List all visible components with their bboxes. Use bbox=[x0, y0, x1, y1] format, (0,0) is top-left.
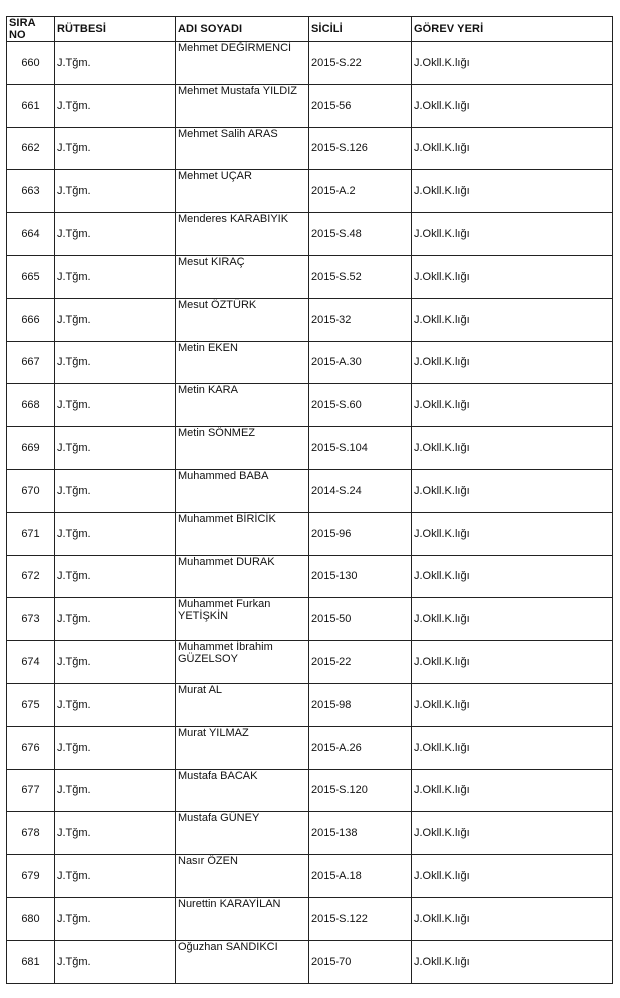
sicil-cell: 2015-A.30 bbox=[309, 341, 412, 384]
table-row bbox=[7, 341, 613, 384]
sicil-cell: 2015-32 bbox=[309, 298, 412, 341]
table-row bbox=[7, 255, 613, 298]
adi-soyadi-cell bbox=[176, 726, 309, 769]
sira-no-cell: 676 bbox=[7, 726, 55, 769]
rutbe-cell: J.Tğm. bbox=[55, 42, 176, 85]
name-line: Murat YILMAZ bbox=[178, 726, 249, 739]
name-line: Mustafa BACAK bbox=[178, 769, 258, 782]
gorev-yeri-cell: J.Okll.K.lığı bbox=[412, 940, 613, 983]
rutbe-cell: J.Tğm. bbox=[55, 84, 176, 127]
sicil-cell: 2015-50 bbox=[309, 598, 412, 641]
adi-soyadi-cell bbox=[176, 127, 309, 170]
adi-soyadi-cell bbox=[176, 769, 309, 812]
sicil-cell: 2015-96 bbox=[309, 512, 412, 555]
sira-no-cell: 663 bbox=[7, 170, 55, 213]
table-row bbox=[7, 42, 613, 85]
name-line: Metin KARA bbox=[178, 384, 238, 397]
gorev-yeri-cell: J.Okll.K.lığı bbox=[412, 213, 613, 256]
adi-soyadi-cell bbox=[176, 940, 309, 983]
rutbe-cell: J.Tğm. bbox=[55, 940, 176, 983]
name-line: Nurettin KARAYİLAN bbox=[178, 897, 281, 910]
gorev-yeri-cell: J.Okll.K.lığı bbox=[412, 598, 613, 641]
rutbe-cell: J.Tğm. bbox=[55, 555, 176, 598]
table-row bbox=[7, 683, 613, 726]
name-line: Menderes KARABIYIK bbox=[178, 213, 289, 226]
table-body bbox=[7, 42, 613, 984]
gorev-yeri-cell: J.Okll.K.lığı bbox=[412, 427, 613, 470]
table-header-row bbox=[7, 17, 613, 42]
table-row bbox=[7, 855, 613, 898]
gorev-yeri-cell: J.Okll.K.lığı bbox=[412, 555, 613, 598]
sira-no-cell: 670 bbox=[7, 469, 55, 512]
name-line: Muhammet DURAK bbox=[178, 555, 275, 568]
header-adi-soyadi: ADI SOYADI bbox=[176, 17, 309, 42]
table-row bbox=[7, 84, 613, 127]
rutbe-cell: J.Tğm. bbox=[55, 512, 176, 555]
adi-soyadi-cell bbox=[176, 384, 309, 427]
name-line: Metin EKEN bbox=[178, 341, 238, 354]
table-row bbox=[7, 384, 613, 427]
header-rutbesi: RÜTBESİ bbox=[55, 17, 176, 42]
gorev-yeri-cell: J.Okll.K.lığı bbox=[412, 512, 613, 555]
rutbe-cell: J.Tğm. bbox=[55, 897, 176, 940]
gorev-yeri-cell: J.Okll.K.lığı bbox=[412, 170, 613, 213]
gorev-yeri-cell: J.Okll.K.lığı bbox=[412, 127, 613, 170]
sicil-cell: 2015-A.2 bbox=[309, 170, 412, 213]
sira-no-cell: 671 bbox=[7, 512, 55, 555]
sicil-cell: 2015-138 bbox=[309, 812, 412, 855]
rutbe-cell: J.Tğm. bbox=[55, 213, 176, 256]
adi-soyadi-cell bbox=[176, 598, 309, 641]
adi-soyadi-cell bbox=[176, 469, 309, 512]
rutbe-cell: J.Tğm. bbox=[55, 384, 176, 427]
sira-no-cell: 672 bbox=[7, 555, 55, 598]
gorev-yeri-cell: J.Okll.K.lığı bbox=[412, 897, 613, 940]
gorev-yeri-cell: J.Okll.K.lığı bbox=[412, 384, 613, 427]
name-line: Mesut KIRAÇ bbox=[178, 255, 245, 268]
rutbe-cell: J.Tğm. bbox=[55, 598, 176, 641]
name-line: Mehmet Salih ARAS bbox=[178, 127, 278, 140]
sicil-cell: 2015-130 bbox=[309, 555, 412, 598]
gorev-yeri-cell: J.Okll.K.lığı bbox=[412, 84, 613, 127]
sira-no-cell: 664 bbox=[7, 213, 55, 256]
name-line: Mesut ÖZTÜRK bbox=[178, 298, 257, 311]
gorev-yeri-cell: J.Okll.K.lığı bbox=[412, 42, 613, 85]
sicil-cell: 2015-S.48 bbox=[309, 213, 412, 256]
adi-soyadi-cell bbox=[176, 170, 309, 213]
table-row bbox=[7, 940, 613, 983]
rutbe-cell: J.Tğm. bbox=[55, 170, 176, 213]
table-row bbox=[7, 598, 613, 641]
sira-no-cell: 675 bbox=[7, 683, 55, 726]
gorev-yeri-cell: J.Okll.K.lığı bbox=[412, 641, 613, 684]
rutbe-cell: J.Tğm. bbox=[55, 769, 176, 812]
adi-soyadi-cell bbox=[176, 641, 309, 684]
rutbe-cell: J.Tğm. bbox=[55, 683, 176, 726]
surname-line: YETİŞKİN bbox=[178, 610, 229, 623]
sira-no-cell: 679 bbox=[7, 855, 55, 898]
sira-no-cell: 662 bbox=[7, 127, 55, 170]
table-row bbox=[7, 298, 613, 341]
sira-no-cell: 660 bbox=[7, 42, 55, 85]
table-row bbox=[7, 769, 613, 812]
sira-no-cell: 677 bbox=[7, 769, 55, 812]
header-sicili: SİCİLİ bbox=[309, 17, 412, 42]
rutbe-cell: J.Tğm. bbox=[55, 298, 176, 341]
table-row bbox=[7, 213, 613, 256]
name-line: Metin SÖNMEZ bbox=[178, 427, 256, 440]
surname-line: GÜZELSOY bbox=[178, 653, 238, 666]
table-row bbox=[7, 512, 613, 555]
sicil-cell: 2015-S.52 bbox=[309, 255, 412, 298]
gorev-yeri-cell: J.Okll.K.lığı bbox=[412, 298, 613, 341]
sicil-cell: 2015-A.18 bbox=[309, 855, 412, 898]
rutbe-cell: J.Tğm. bbox=[55, 127, 176, 170]
sira-no-cell: 666 bbox=[7, 298, 55, 341]
name-line: Mehmet Mustafa YILDIZ bbox=[178, 84, 298, 97]
rutbe-cell: J.Tğm. bbox=[55, 427, 176, 470]
sira-no-cell: 669 bbox=[7, 427, 55, 470]
rutbe-cell: J.Tğm. bbox=[55, 641, 176, 684]
gorev-yeri-cell: J.Okll.K.lığı bbox=[412, 769, 613, 812]
table-row bbox=[7, 812, 613, 855]
adi-soyadi-cell bbox=[176, 897, 309, 940]
adi-soyadi-cell bbox=[176, 213, 309, 256]
adi-soyadi-cell bbox=[176, 341, 309, 384]
rutbe-cell: J.Tğm. bbox=[55, 341, 176, 384]
sicil-cell: 2014-S.24 bbox=[309, 469, 412, 512]
gorev-yeri-cell: J.Okll.K.lığı bbox=[412, 683, 613, 726]
gorev-yeri-cell: J.Okll.K.lığı bbox=[412, 812, 613, 855]
sira-no-cell: 667 bbox=[7, 341, 55, 384]
table-row bbox=[7, 127, 613, 170]
sicil-cell: 2015-S.60 bbox=[309, 384, 412, 427]
sicil-cell: 2015-S.122 bbox=[309, 897, 412, 940]
table-row bbox=[7, 726, 613, 769]
name-line: Nasır ÖZEN bbox=[178, 855, 238, 868]
sira-no-cell: 668 bbox=[7, 384, 55, 427]
sicil-cell: 2015-70 bbox=[309, 940, 412, 983]
gorev-yeri-cell: J.Okll.K.lığı bbox=[412, 855, 613, 898]
sira-no-cell: 678 bbox=[7, 812, 55, 855]
rutbe-cell: J.Tğm. bbox=[55, 812, 176, 855]
sira-no-cell: 674 bbox=[7, 641, 55, 684]
table-row bbox=[7, 469, 613, 512]
table-row bbox=[7, 897, 613, 940]
name-line: Murat AL bbox=[178, 683, 223, 696]
adi-soyadi-cell bbox=[176, 42, 309, 85]
sicil-cell: 2015-S.22 bbox=[309, 42, 412, 85]
sira-no-cell: 665 bbox=[7, 255, 55, 298]
sicil-cell: 2015-S.126 bbox=[309, 127, 412, 170]
table-row bbox=[7, 170, 613, 213]
table-row bbox=[7, 427, 613, 470]
rutbe-cell: J.Tğm. bbox=[55, 726, 176, 769]
name-line: Mustafa GÜNEY bbox=[178, 812, 260, 825]
adi-soyadi-cell bbox=[176, 812, 309, 855]
gorev-yeri-cell: J.Okll.K.lığı bbox=[412, 469, 613, 512]
sira-no-cell: 680 bbox=[7, 897, 55, 940]
rutbe-cell: J.Tğm. bbox=[55, 255, 176, 298]
table-row bbox=[7, 641, 613, 684]
sicil-cell: 2015-A.26 bbox=[309, 726, 412, 769]
sicil-cell: 2015-S.104 bbox=[309, 427, 412, 470]
gorev-yeri-cell: J.Okll.K.lığı bbox=[412, 726, 613, 769]
table-row bbox=[7, 555, 613, 598]
adi-soyadi-cell bbox=[176, 84, 309, 127]
header-sira-no: SIRA NO bbox=[7, 17, 55, 42]
rutbe-cell: J.Tğm. bbox=[55, 855, 176, 898]
name-line: Muhammed BABA bbox=[178, 469, 269, 482]
sicil-cell: 2015-56 bbox=[309, 84, 412, 127]
adi-soyadi-cell bbox=[176, 512, 309, 555]
personnel-table bbox=[6, 16, 613, 984]
sicil-cell: 2015-S.120 bbox=[309, 769, 412, 812]
sira-no-cell: 673 bbox=[7, 598, 55, 641]
name-line: Mehmet UÇAR bbox=[178, 170, 252, 183]
adi-soyadi-cell bbox=[176, 427, 309, 470]
sira-no-cell: 661 bbox=[7, 84, 55, 127]
header-gorev-yeri: GÖREV YERİ bbox=[412, 17, 613, 42]
sira-no-cell: 681 bbox=[7, 940, 55, 983]
name-line: Muhammet İbrahim bbox=[178, 641, 273, 654]
rutbe-cell: J.Tğm. bbox=[55, 469, 176, 512]
name-line: Muhammet BİRİCİK bbox=[178, 512, 276, 525]
name-line: Mehmet DEĞİRMENCİ bbox=[178, 42, 292, 54]
adi-soyadi-cell bbox=[176, 855, 309, 898]
sicil-cell: 2015-98 bbox=[309, 683, 412, 726]
sicil-cell: 2015-22 bbox=[309, 641, 412, 684]
adi-soyadi-cell bbox=[176, 555, 309, 598]
name-line: Oğuzhan SANDIKCI bbox=[178, 940, 278, 953]
gorev-yeri-cell: J.Okll.K.lığı bbox=[412, 255, 613, 298]
name-line: Muhammet Furkan bbox=[178, 598, 271, 611]
gorev-yeri-cell: J.Okll.K.lığı bbox=[412, 341, 613, 384]
adi-soyadi-cell bbox=[176, 683, 309, 726]
adi-soyadi-cell bbox=[176, 255, 309, 298]
adi-soyadi-cell bbox=[176, 298, 309, 341]
